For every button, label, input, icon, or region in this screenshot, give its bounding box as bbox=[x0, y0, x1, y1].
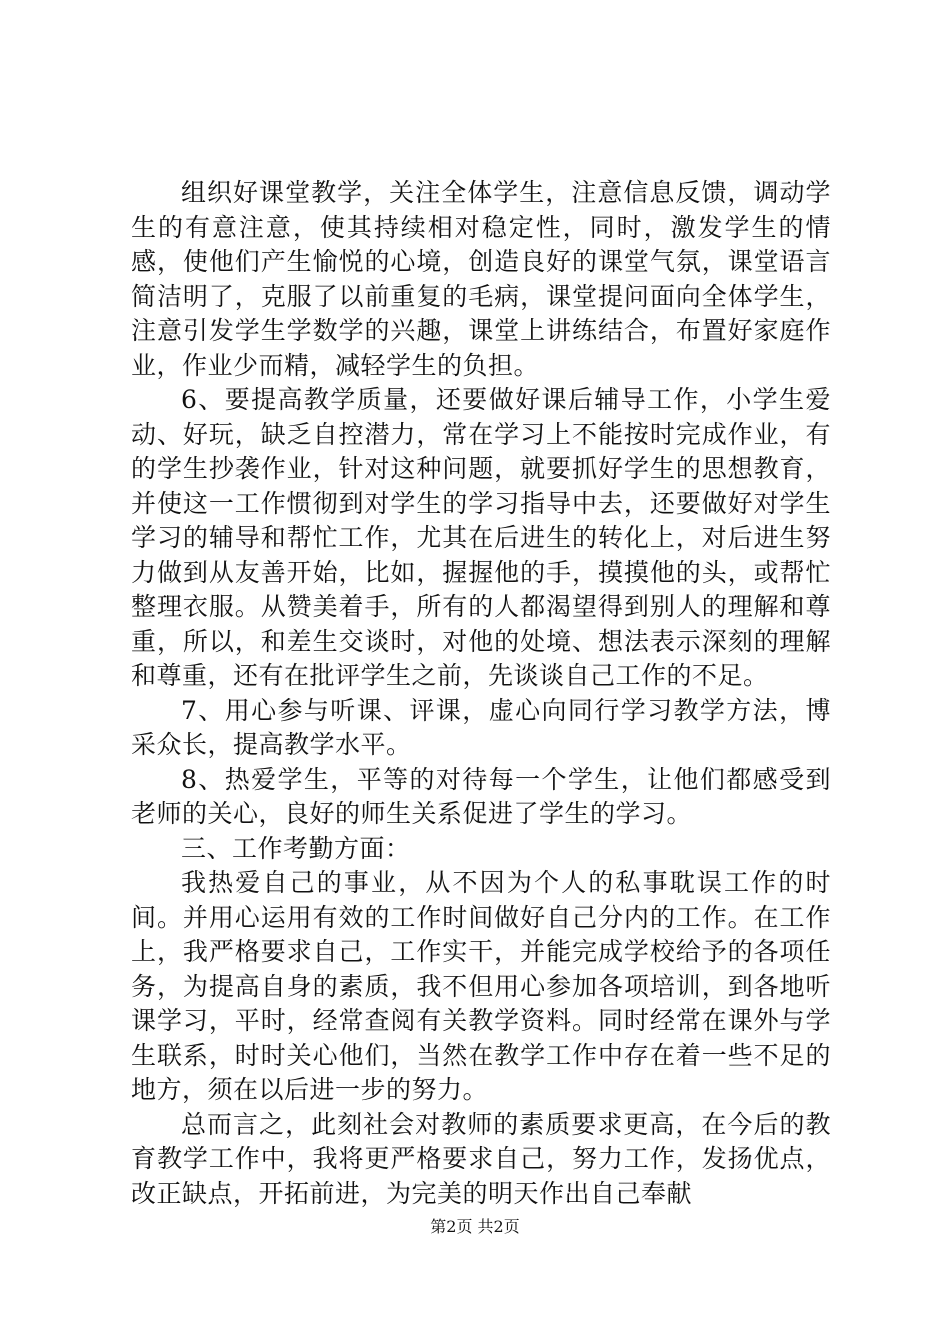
section-heading-attendance: 三、工作考勤方面： bbox=[181, 833, 411, 863]
paragraph-attendance: 我热爱自己的事业，从不因为个人的私事耽误工作的时间。并用心运用有效的工作时间做好自己分内的工作。在工作上，我严格要求自己，工作实干，并能完成学校给予的各项任务，为提高自身的素质，我不但用心参加各项培训，到各地听课学习，平时，经常查阅有关教学资料。同时经常在课外与学生联系，时时关心他们，当然在教学工作中存在着一些不足的地方，须在以后进一步的努力。 bbox=[131, 868, 831, 1104]
paragraph-item-7: 7、用心参与听课、评课，虚心向同行学习教学方法，博采众长，提高教学水平。 bbox=[131, 695, 831, 759]
paragraph-item-6: 6、要提高教学质量，还要做好课后辅导工作，小学生爱动、好玩，缺乏自控潜力，常在学习上不能按时完成作业，有的学生抄袭作业，针对这种问题，就要抓好学生的思想教育，并使这一工作惯彻到对学生的学习指导中去，还要做好对学生学习的辅导和帮忙工作，尤其在后进生的转化上，对后进生努力做到从友善开始，比如，握握他的手，摸摸他的头，或帮忙整理衣服。从赞美着手，所有的人都渴望得到别人的理解和尊重，所以，和差生交谈时，对他的处境、想法表示深刻的理解和尊重，还有在批评学生之前，先谈谈自己工作的不足。 bbox=[131, 385, 831, 690]
paragraph-item-8: 8、热爱学生，平等的对待每一个学生，让他们都感受到老师的关心，良好的师生关系促进了学生的学习。 bbox=[131, 764, 831, 828]
paragraph-conclusion: 总而言之，此刻社会对教师的素质要求更高，在今后的教育教学工作中，我将更严格要求自己，努力工作，发扬优点，改正缺点，开拓前进，为完美的明天作出自己奉献 bbox=[131, 1109, 831, 1208]
paragraph-classroom-teaching: 组织好课堂教学，关注全体学生，注意信息反馈，调动学生的有意注意，使其持续相对稳定性，同时，激发学生的情感，使他们产生愉悦的心境，创造良好的课堂气氛，课堂语言简洁明了，克服了以前重复的毛病，课堂提问面向全体学生，注意引发学生学数学的兴趣，课堂上讲练结合，布置好家庭作业，作业少而精，减轻学生的负担。 bbox=[131, 178, 831, 380]
document-body bbox=[131, 176, 831, 1211]
page-footer: 第2页 共2页 bbox=[430, 1217, 520, 1236]
